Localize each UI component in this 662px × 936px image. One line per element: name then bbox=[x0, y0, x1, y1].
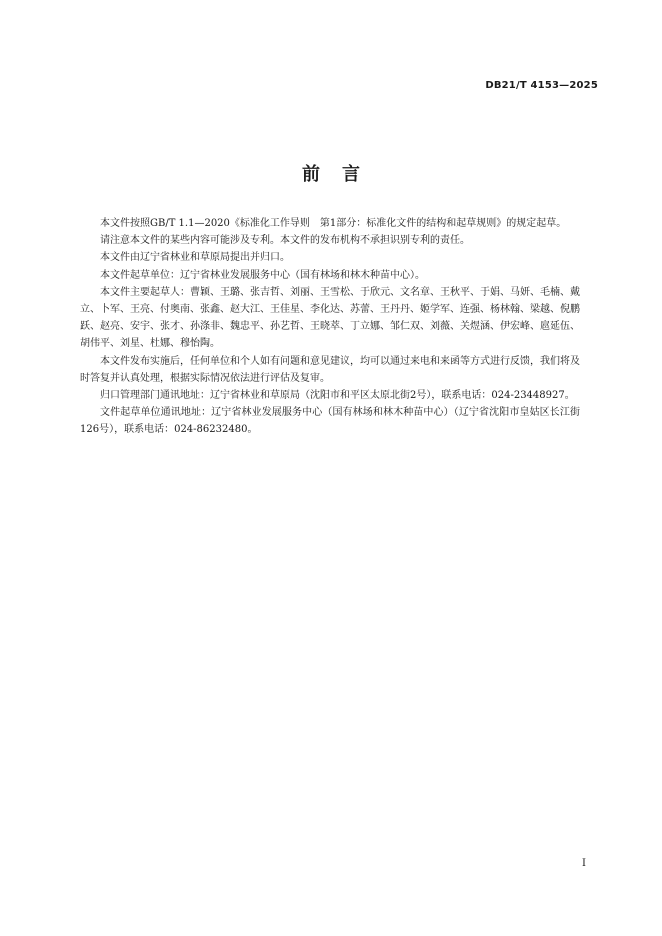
paragraph-feedback: 本文件发布实施后，任何单位和个人如有问题和意见建议，均可以通过来电和来函等方式进行反馈，我们将及时答复并认真处理，根据实际情况依法进行评估及复审。 bbox=[80, 355, 580, 384]
page-title: 前言 bbox=[302, 164, 382, 185]
paragraph-proposer: 本文件由辽宁省林业和草原局提出并归口。 bbox=[100, 252, 290, 264]
page-number: I bbox=[582, 858, 586, 869]
paragraph-standard-basis: 本文件按照GB/T 1.1—2020《标准化工作导则 第1部分：标准化文件的结构和起草规则》的规定起草。 bbox=[100, 218, 567, 229]
paragraph-admin-contact: 归口管理部门通讯地址：辽宁省林业和草原局（沈阳市和平区太原北街2号），联系电话：024-23448927。 bbox=[100, 390, 575, 402]
document-body bbox=[80, 215, 580, 439]
paragraph-drafting-unit: 本文件起草单位：辽宁省林业发展服务中心（国有林场和林木种苗中心）。 bbox=[100, 269, 425, 281]
paragraph-drafters: 本文件主要起草人：曹颖、王璐、张吉哲、刘丽、王雪松、于欣元、文名章、王秋平、于娟、马妍、毛楠、戴立、卜军、王亮、付奥南、张鑫、赵大江、王佳星、李化达、苏蕾、王丹丹、姬学军、连强、杨林翰、梁越、倪鹏跃、赵亮、安宇、张才、孙涤非、魏忠平、孙艺哲、王晓萃、丁立娜、邹仁双、刘薇、关煜涵、伊宏峰、扈延伍、胡伟平、刘星、杜娜、穆怡陶。 bbox=[80, 286, 580, 350]
paragraph-patent-notice: 请注意本文件的某些内容可能涉及专利。本文件的发布机构不承担识别专利的责任。 bbox=[100, 235, 470, 247]
paragraph-drafter-contact: 文件起草单位通讯地址：辽宁省林业发展服务中心（国有林场和林木种苗中心）（辽宁省沈阳市皇姑区长江街126号），联系电话：024-86232480。 bbox=[80, 407, 580, 436]
document-code: DB21/T 4153—2025 bbox=[485, 80, 598, 91]
